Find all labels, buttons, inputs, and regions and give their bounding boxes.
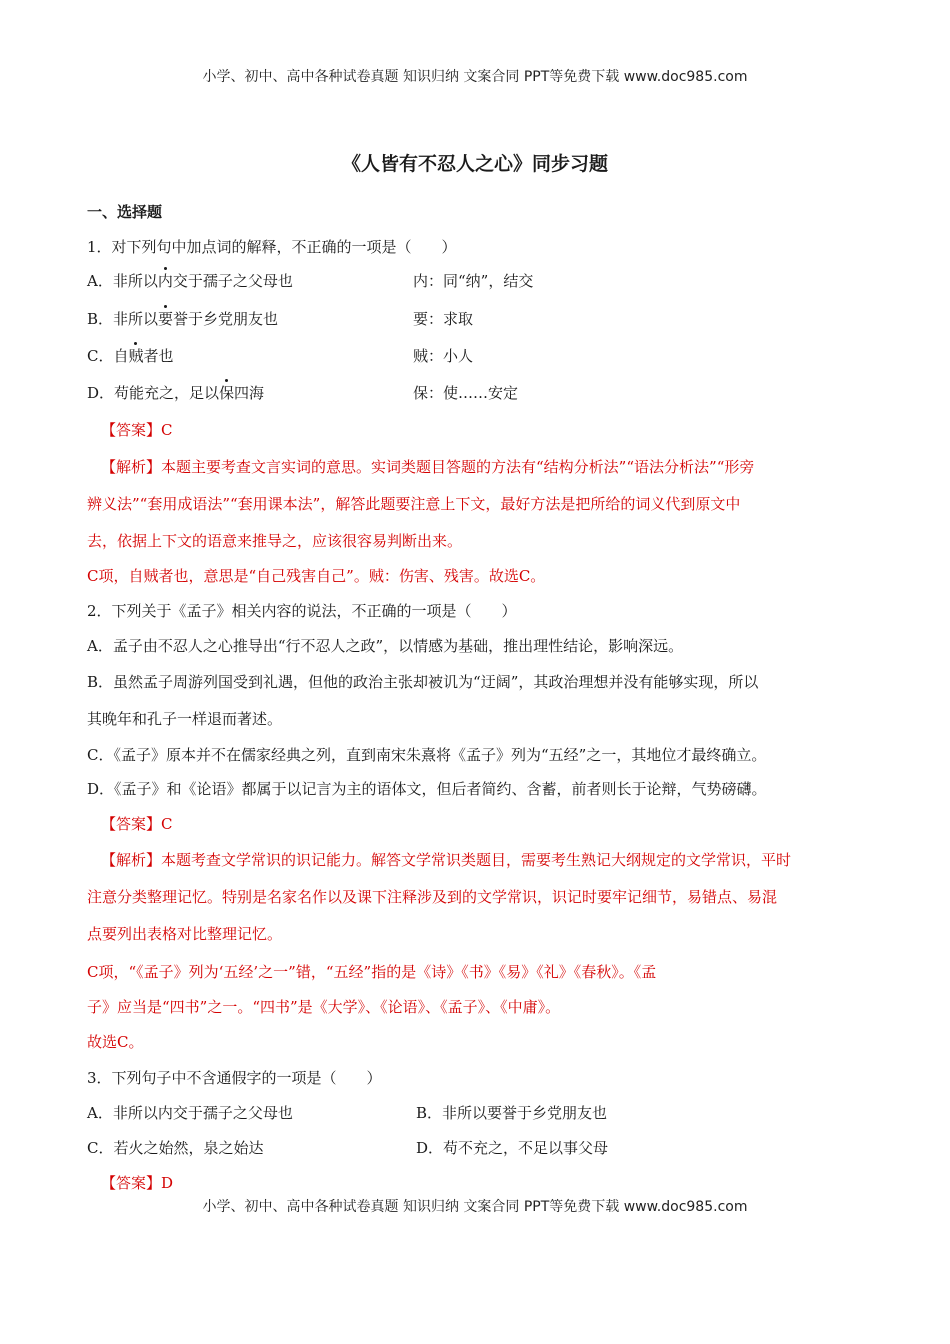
question-1-answer: 【答案】C — [101, 421, 173, 439]
question-1-option-b: B．非所以要誉于乡党朋友也 — [87, 310, 279, 328]
question-3-option-b: B．非所以要誉于乡党朋友也 — [416, 1104, 608, 1122]
question-2-option-line: C．《孟子》原本并不在儒家经典之列，直到南宋朱熹将《孟子》列为“五经”之一，其地位才最终确立。 — [87, 746, 767, 764]
page-title: 《人皆有不忍人之心》同步习题 — [341, 153, 608, 175]
question-1-option-d: D．苟能充之，足以保四海 — [87, 384, 265, 402]
question-2-option-line: B．虽然孟子周游列国受到礼遇，但他的政治主张却被讥为“迂阔”，其政治理想并没有能够实现，所以 — [87, 673, 759, 691]
question-2-option-line: D．《孟子》和《论语》都属于以记言为主的语体文，但后者简约、含蓄，前者则长于论辩，气势磅礴。 — [87, 780, 767, 798]
question-3-option-c: C．若火之始然，泉之始达 — [87, 1139, 264, 1157]
question-2-analysis-line: 故选C。 — [87, 1033, 144, 1051]
question-1-gloss-c: 贼：小人 — [413, 347, 474, 365]
question-1-stem: 1．对下列句中加点词的解释，不正确的一项是（ ） — [87, 238, 457, 256]
question-3-option-a: A．非所以内交于孺子之父母也 — [87, 1104, 293, 1122]
footer-banner: 小学、初中、高中各种试卷真题 知识归纳 文案合同 PPT等免费下载 www.doc985.com — [202, 1199, 748, 1215]
question-1-gloss-d: 保：使……安定 — [413, 384, 519, 402]
question-1-analysis-line: 去，依据上下文的语意来推导之，应该很容易判断出来。 — [87, 532, 463, 550]
question-1-analysis-line: C项，自贼者也，意思是“自己残害自己”。贼：伤害、残害。故选C。 — [87, 567, 546, 585]
question-1-option-a: A．非所以内交于孺子之父母也 — [87, 272, 293, 290]
header-banner: 小学、初中、高中各种试卷真题 知识归纳 文案合同 PPT等免费下载 www.doc985.com — [202, 69, 748, 85]
question-3-option-d: D．苟不充之，不足以事父母 — [416, 1139, 609, 1157]
question-2-analysis-line: 子》应当是“四书”之一。“四书”是《大学》、《论语》、《孟子》、《中庸》。 — [87, 998, 561, 1016]
question-3-stem: 3．下列句子中不含通假字的一项是（ ） — [87, 1069, 382, 1087]
question-2-analysis-line: C项，“《孟子》列为‘五经’之一”错，“五经”指的是《诗》《书》《易》《礼》《春秋》。《孟 — [87, 963, 657, 981]
question-1-gloss-a: 内：同“纳”，结交 — [413, 272, 534, 290]
question-2-option-line: 其晚年和孔子一样退而著述。 — [87, 710, 283, 728]
question-1-option-c: C．自贼者也 — [87, 347, 174, 365]
section-heading: 一、选择题 — [87, 203, 163, 221]
question-2-answer: 【答案】C — [101, 815, 173, 833]
question-3-answer: 【答案】D — [101, 1174, 174, 1192]
question-1-analysis-line: 辨义法”“套用成语法”“套用课本法”，解答此题要注意上下文，最好方法是把所给的词义代到原文中 — [87, 495, 741, 513]
question-2-analysis-line: 点要列出表格对比整理记忆。 — [87, 925, 283, 943]
question-2-analysis-line: 【解析】本题考查文学常识的识记能力。解答文学常识类题目，需要考生熟记大纲规定的文学常识，平时 — [101, 851, 792, 869]
question-2-option-line: A．孟子由不忍人之心推导出“行不忍人之政”，以情感为基础，推出理性结论，影响深远。 — [87, 637, 684, 655]
question-2-analysis-line: 注意分类整理记忆。特别是名家名作以及课下注释涉及到的文学常识，识记时要牢记细节，易错点、易混 — [87, 888, 778, 906]
question-1-analysis-line: 【解析】本题主要考查文言实词的意思。实词类题目答题的方法有“结构分析法”“语法分析法”“形旁 — [101, 458, 755, 476]
question-1-gloss-b: 要：求取 — [413, 310, 474, 328]
question-2-stem: 2．下列关于《孟子》相关内容的说法，不正确的一项是（ ） — [87, 602, 517, 620]
